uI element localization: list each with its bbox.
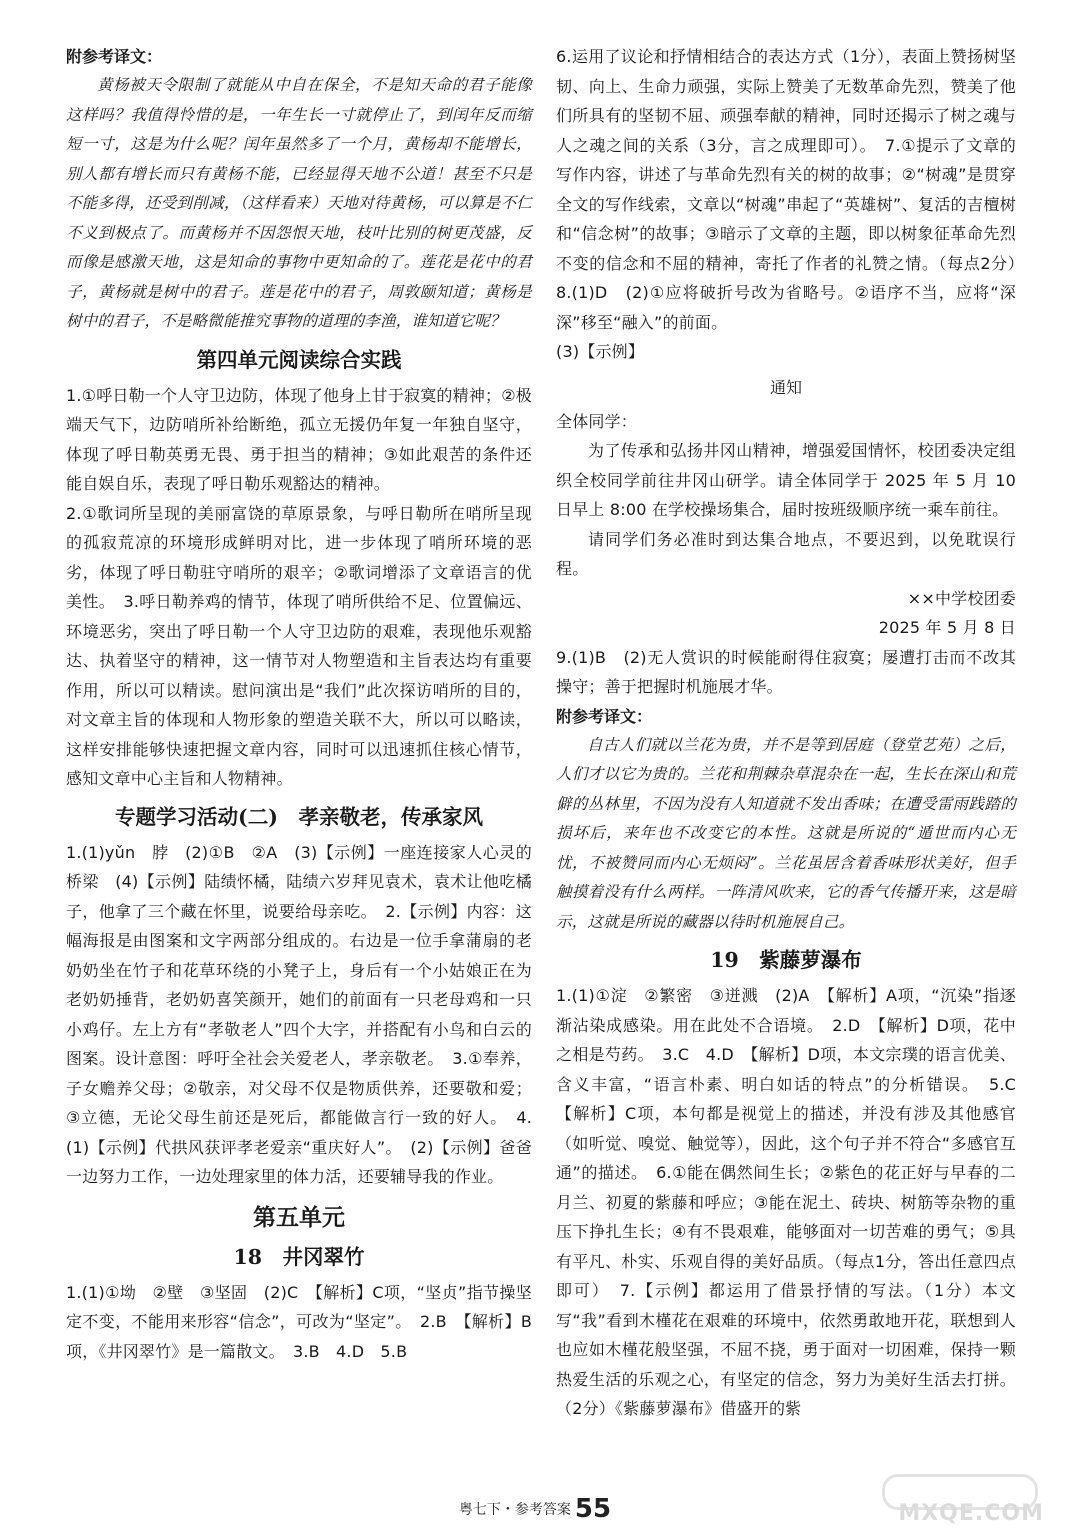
translation-text: 黄杨被天令限制了就能从中自在保全，不是知天命的君子能像这样吗？我值得怜惜的是，一年生长一寸就停止了，到闰年反而缩短一寸，这是为什么呢？闰年虽然多了一个月，黄杨却不能增长，别人都有增长而只有黄杨不能，已经显得天地不公道！甚至不只是不能多得，还受到削减，（这样看来）天地对待黄杨，可以算是不仁不义到极点了。而黄杨并不因怨恨天地，枝叶比别的树更茂盛，反而像是感激天地，这是知命的事物中更知命的了。莲花是花中的君子，黄杨就是树中的君子。莲是花中的君子，周敦颐知道；黄杨是树中的君子，不是略微能推究事物的道理的李渔，谁知道它呢？ [66, 76, 532, 330]
unit4-answer-1: 1.①呼日勒一个人守卫边防，体现了他身上甘于寂寞的精神；②极端天气下，边防哨所补给断绝，孤立无援仍年复一年独自坚守，体现了呼日勒英勇无畏、勇于担当的精神；③如此艰苦的条件还能自娱自乐，表现了呼日勒乐观豁达的精神。 [66, 385, 532, 493]
lesson18-heading: 18 井冈翠竹 [233, 1244, 365, 1269]
unit4-answer-2: 2.①歌词所呈现的美丽富饶的草原景象，与呼日勒所在哨所呈现的孤寂荒凉的环境形成鲜明对比，进一步体现了哨所环境的恶劣，体现了呼日勒驻守哨所的艰辛；②歌词增添了文章语言的优美性。 3.呼日勒养鸡的情节，体现了哨所供给不足、位置偏远、环境恶劣，突出了呼日勒一个人守卫边防的艰难，表现他乐观豁达、执着坚守的精神，这一情节对人物塑造和主旨表达均有重要作用，所以可以精读。慰问演出是“我们”此次探访哨所的目的，对文章主旨的体现和人物形象的塑造关联不大，所以可以略读，这样安排能够快速把握文章内容，同时可以迅速抓住核心情节，感知文章中心主旨和人物精神。 [66, 503, 532, 788]
notice-greeting: 全体同学： [556, 411, 638, 431]
topic2-answers: 1.(1)yǔn 脖 (2)①B ②A (3)【示例】一座连接家人心灵的桥梁 (4)【示例】陆绩怀橘，陆绩六岁拜见袁术，袁术让他吃橘子，他拿了三个藏在怀里，说要给母亲吃。 2.【示例】内容：这幅海报是由图案和文字两部分组成的。右边是一位手拿蒲扇的老奶奶坐在竹子和花草环绕的小凳子上，身后有一个小姑娘正在为老奶奶捶背，老奶奶喜笑颜开，她们的前面有一只老母鸡和一只小鸡仔。左上方有“孝敬老人”四个大字，并搭配有小鸟和白云的图案。设计意图：呼吁全社会关爱老人，孝亲敬老。 3.①奉养，子女赡养父母；②敬亲，对父母不仅是物质供养，还要敬和爱；③立德，无论父母生前还是死后，都能做言行一致的好人。 4.(1)【示例】代拱风获评孝老爱亲“重庆好人”。 (2)【示例】爸爸一边努力工作，一边处理家里的体力活，还要辅导我的作业。 [66, 842, 532, 1186]
lesson19-answers: 1.(1)①淀 ②繁密 ③迸溅 (2)A 【解析】A项，“沉染”指逐渐沾染成感染。用在此处不合语境。 2.D 【解析】D项，花中之相是芍药。 3.C 4.D 【解析】D项，本文宗璞的语言优美、含义丰富，“语言朴素、明白如话的特点”的分析错误。 5.C 【解析】C项，本句都是视觉上的描述，并没有涉及其他感官（如听觉、嗅觉、触觉等），因此，这个句子并不符合“多感官互通”的描述。 6.①能在偶然间生长；②紫色的花正好与早春的二月兰、初夏的紫藤和呼应；③能在泥土、砖块、树筋等杂物的重压下挣扎生长；④有不畏艰难，能够面对一切苦难的勇气；⑤具有平凡、朴实、乐观自得的美好品质。（每点1分，答出任意四点即可） 7.【示例】都运用了借景抒情的写法。（1分）本文写“我”看到木槿花在艰难的环境中，依然勇敢地开花，联想到人也应如木槿花般坚强，不屈不挠，勇于面对一切困难，保持一颗热爱生活的乐观之心，有坚定的信念，努力为美好生活去打拼。（2分）《紫藤萝瀑布》借盛开的紫 [556, 986, 1033, 1418]
question9-answers: 9.(1)B (2)无人赏识的时候能耐得住寂寞；屡遭打击而不改其操守；善于把握时机施展才华。 [556, 647, 1016, 696]
page-number: 55 [574, 1494, 612, 1524]
notice-body-2: 请同学们务必准时到达集合地点，不要迟到，以免耽误行程。 [556, 529, 1016, 578]
lesson18-answers: 1.(1)①坳 ②壁 ③坚固 (2)C 【解析】C项，“坚贞”指节操坚定不变，不能用来形容“信念”，可改为“坚定”。 2.B 【解析】B项，《井冈翠竹》是一篇散文。 3.B 4.D 5.B [66, 1282, 532, 1361]
watermark-logo [870, 1474, 1050, 1530]
notice-date: 2025 年 5 月 8 日 [878, 618, 1016, 637]
left-column [66, 42, 532, 1366]
notice-signature: ××中学校团委 [907, 588, 1016, 608]
watermark-text: MXQE.COM [898, 1501, 1044, 1526]
lesson18-answers-continued: 6.运用了议论和抒情相结合的表达方式（1分），表面上赞扬树坚韧、向上、生命力顽强，实际上赞美了无数革命先烈，赞美了他们所具有的坚韧不屈、顽强奉献的精神，同时还揭示了树之魂与人之魂之间的关系（3分，言之成理即可）。 7.①提示了文章的写作内容，讲述了与革命先烈有关的树的故事；②“树魂”是贯穿全文的写作线索，文章以“树魂”串起了“英雄树”、复活的吉檀树和“信念树”的故事；③暗示了文章的主题，即以树象征革命先烈不变的信念和不屈的精神，寄托了作者的礼赞之情。（每点2分） 8.(1)D (2)①应将破折号改为省略号。②语序不当，应将“深深”移至“融入”的前面。 [556, 47, 1033, 332]
notice-example-label: (3)【示例】 [556, 342, 645, 361]
unit4-heading: 第四单元阅读综合实践 [196, 347, 402, 372]
footer-label: 粤七下・参考答案 [458, 1502, 571, 1518]
translation-text-2: 自古人们就以兰花为贵，并不是等到居庭（登堂艺苑）之后，人们才以它为贵的。兰花和荆棘杂草混杂在一起，生长在深山和荒僻的丛林里，不因为没有人知道就不发出香味；在遭受雷雨践踏的损坏后，来年也不改变它的本性。这就是所说的“遁世而内心无忧，不被赞同而内心无烦闷”。兰花虽居含着香味形状美好，但手触摸着没有什么两样。一阵清风吹来，它的香气传播开来，这是暗示，这就是所说的藏器以待时机施展自己。 [556, 735, 1016, 931]
translation-label-2: 附参考译文： [556, 706, 653, 726]
translation-label: 附参考译文： [66, 47, 163, 66]
unit5-heading: 第五单元 [253, 1203, 345, 1231]
notice-body-1: 为了传承和弘扬井冈山精神，增强爱国情怀，校团委决定组织全校同学前往井冈山研学。请全体同学于 2025 年 5 月 10 日早上 8:00 在学校操场集合，届时按班级顺序统一乘车前往。 [556, 441, 1016, 519]
topic2-heading: 专题学习活动(二) 孝亲敬老，传承家风 [115, 804, 483, 829]
right-column [556, 42, 1033, 1424]
notice-title: 通知 [769, 377, 802, 397]
lesson19-heading: 19 紫藤萝瀑布 [710, 948, 862, 972]
